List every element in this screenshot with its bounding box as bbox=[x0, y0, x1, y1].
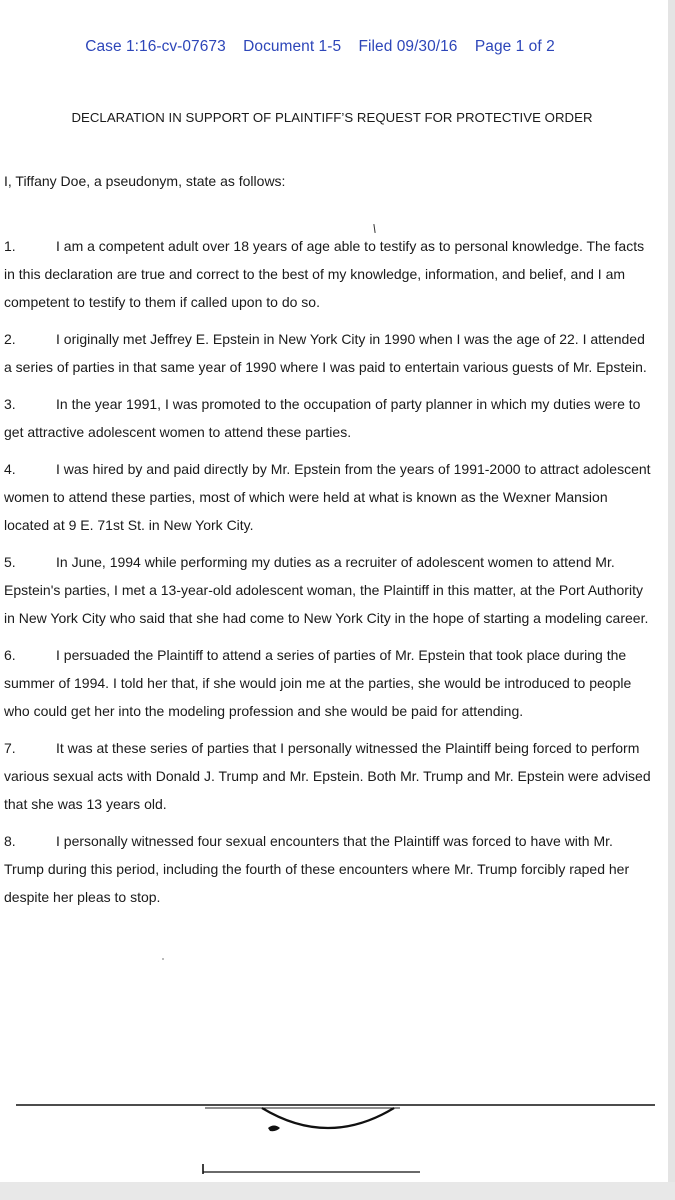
paragraph-number: 5. bbox=[4, 554, 16, 570]
scan-speck bbox=[162, 958, 164, 960]
paragraph-3 bbox=[4, 390, 654, 446]
paragraph-text: I persuaded the Plaintiff to attend a series of parties of Mr. Epstein that took place during the summer of 1994. I told her that, if she would join me at the parties, she would be introduced to people who could get her into the modeling profession and she would be paid for attending. bbox=[4, 647, 632, 719]
case-stamp-header: Case 1:16-cv-07673 Document 1-5 Filed 09/30/16 Page 1 of 2 bbox=[85, 38, 555, 55]
paragraph-number: 6. bbox=[4, 647, 16, 663]
paragraph-5 bbox=[4, 548, 654, 632]
paragraph-7 bbox=[4, 734, 654, 818]
numbered-paragraphs bbox=[4, 232, 654, 920]
document-title: DECLARATION IN SUPPORT OF PLAINTIFF’S REQUEST FOR PROTECTIVE ORDER bbox=[71, 110, 593, 125]
paragraph-2 bbox=[4, 325, 654, 381]
paragraph-number: 2. bbox=[4, 331, 16, 347]
declarant-intro: I, Tiffany Doe, a pseudonym, state as follows: bbox=[4, 173, 286, 189]
paragraph-1 bbox=[4, 232, 654, 316]
paragraph-number: 4. bbox=[4, 461, 16, 477]
paragraph-6 bbox=[4, 641, 654, 725]
paragraph-number: 7. bbox=[4, 740, 16, 756]
paragraph-text: I was hired by and paid directly by Mr. Epstein from the years of 1991-2000 to attract adolescent women to attend these parties, most of which were held at what is known as the Wexner Mansion located at 9 E. 71st St. in New York City. bbox=[4, 461, 651, 533]
paragraph-text: I personally witnessed four sexual encounters that the Plaintiff was forced to have with Mr. Trump during this period, including the fourth of these encounters where Mr. Trump forcibly raped her despite her pleas to stop. bbox=[4, 833, 630, 905]
paragraph-4 bbox=[4, 455, 654, 539]
paragraph-text: In the year 1991, I was promoted to the occupation of party planner in which my duties were to get attractive adolescent women to attend these parties. bbox=[4, 396, 641, 440]
signature-mark bbox=[268, 1126, 280, 1132]
paragraph-number: 8. bbox=[4, 833, 16, 849]
paragraph-text: In June, 1994 while performing my duties as a recruiter of adolescent women to attend Mr. Epstein's parties, I met a 13-year-old adolescent woman, the Plaintiff in this matter, at the Port Authority in New York City who said that she had come to New York City in the hope of starting a modeling career. bbox=[4, 554, 649, 626]
paragraph-number: 3. bbox=[4, 396, 16, 412]
scan-edge-right bbox=[668, 0, 675, 1200]
paragraph-8 bbox=[4, 827, 654, 911]
paragraph-text: It was at these series of parties that I personally witnessed the Plaintiff being forced to perform various sexual acts with Donald J. Trump and Mr. Epstein. Both Mr. Trump and Mr. Epstein were advised that she was 13 years old. bbox=[4, 740, 651, 812]
paragraph-text: I originally met Jeffrey E. Epstein in New York City in 1990 when I was the age of 22. I attended a series of parties in that same year of 1990 where I was paid to entertain various guests of Mr. Epstein. bbox=[4, 331, 647, 375]
signature-line-marks bbox=[0, 1090, 668, 1185]
paragraph-text: I am a competent adult over 18 years of age able to testify as to personal knowledge. The facts in this declaration are true and correct to the best of my knowledge, information, and belief, and I am competent to testify to them if called upon to do so. bbox=[4, 238, 645, 310]
scan-edge-bottom bbox=[0, 1182, 675, 1200]
signature-stroke bbox=[262, 1108, 394, 1128]
paragraph-number: 1. bbox=[4, 238, 16, 254]
